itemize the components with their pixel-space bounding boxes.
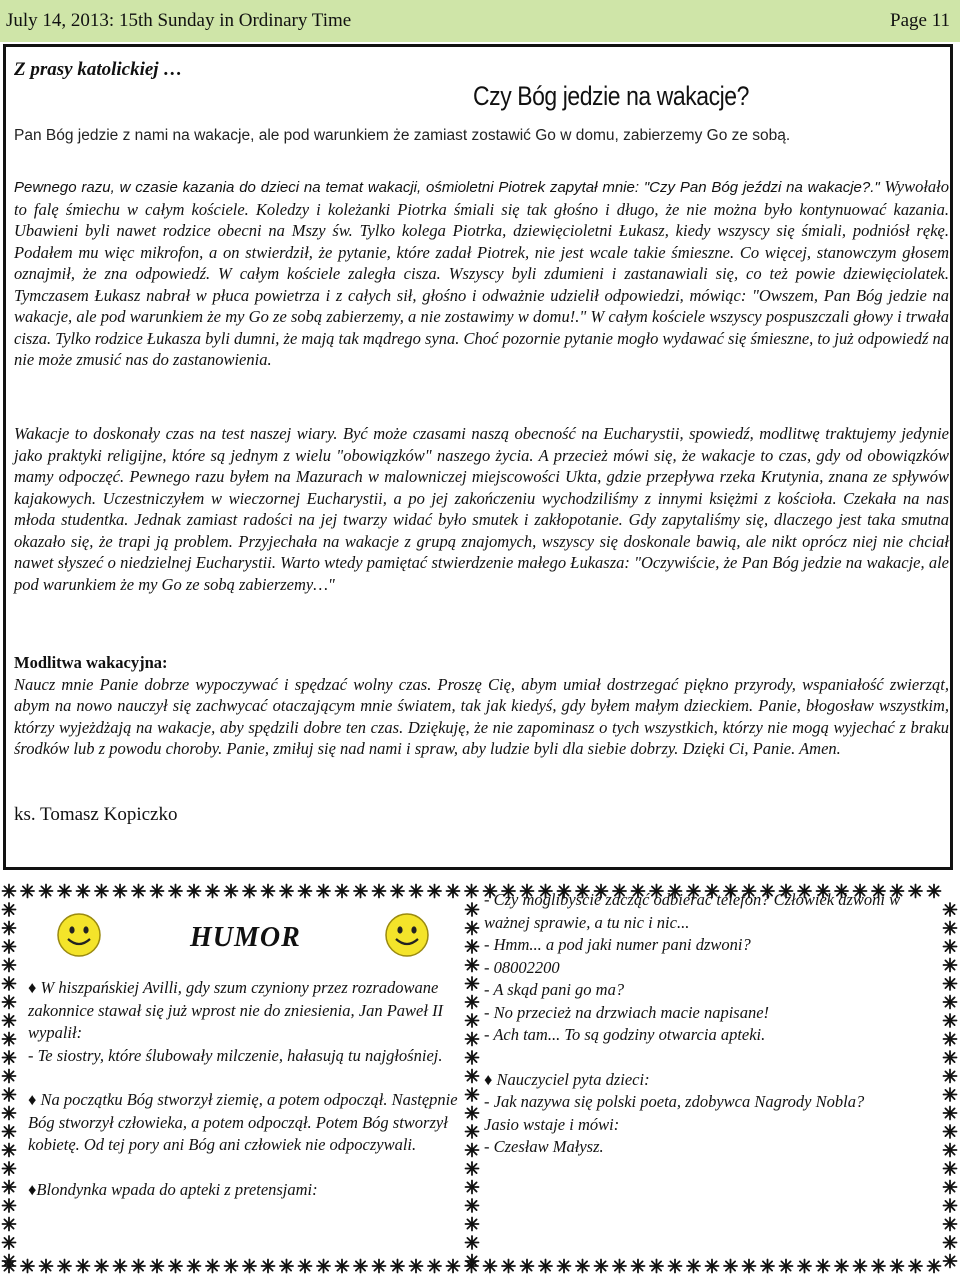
asterisk-ornament — [169, 885, 182, 898]
asterisk-ornament — [944, 1255, 957, 1268]
asterisk-ornament — [447, 885, 460, 898]
asterisk-ornament — [373, 885, 386, 898]
asterisk-ornament — [3, 1125, 16, 1138]
asterisk-ornament — [724, 1260, 737, 1273]
asterisk-ornament — [466, 1125, 479, 1138]
joke-3 — [28, 1179, 460, 1202]
asterisk-ornament — [944, 1107, 957, 1120]
dialog-line: - Jak nazywa się polski poeta, zdobywca Nagrody Nobla? — [484, 1092, 865, 1111]
page-number: Page 11 — [890, 10, 950, 31]
asterisk-ornament — [743, 1260, 756, 1273]
asterisk-ornament — [114, 1260, 127, 1273]
asterisk-ornament — [21, 1260, 34, 1273]
asterisk-ornament — [669, 1260, 682, 1273]
asterisk-ornament — [151, 1260, 164, 1273]
asterisk-ornament — [944, 1033, 957, 1046]
diamond-icon: ♦ — [28, 1090, 37, 1109]
asterisk-ornament — [132, 885, 145, 898]
asterisk-ornament — [466, 996, 479, 1009]
prayer-text: Naucz mnie Panie dobrze wypoczywać i spędzać wolny czas. Proszę Cię, abym umiał dostrzegać piękno przyrody, wspaniałość zwierząt, abym na nowo nauczył się zachwycać otaczającym mnie światem, tak jak kiedyś, gdy byłem małym dzieckiem. Panie, błogosław wszystkim, którzy wyjeżdżają na wakacje, aby spędzili dobre ten czas. Dziękuję, że nie zapominasz o tych wszystkich, którzy nie mogą wyjechać z braku środków lub z powodu choroby. Panie, zmiłuj się nad nami i spraw, aby ludzie byli dla siebie dobrzy. Dzięki Ci, Panie. Amen. — [14, 674, 949, 758]
asterisk-ornament — [58, 885, 71, 898]
asterisk-ornament — [3, 1218, 16, 1231]
asterisk-ornament — [502, 1260, 515, 1273]
asterisk-ornament — [613, 1260, 626, 1273]
asterisk-ornament — [944, 1181, 957, 1194]
asterisk-ornament — [944, 959, 957, 972]
asterisk-ornament — [466, 903, 479, 916]
asterisk-ornament — [428, 1260, 441, 1273]
asterisk-ornament — [466, 1088, 479, 1101]
asterisk-ornament — [466, 1255, 479, 1268]
article-title: Czy Bóg jedzie na wakacje? — [473, 81, 749, 111]
asterisk-ornament — [798, 1260, 811, 1273]
vacation-paragraph: Wakacje to doskonały czas na test naszej wiary. Być może czasami naszą obecność na Eucharystii, spowiedź, modlitwę traktujemy jedynie jako praktyki religijne, które są jednym z wielu "obowiązków" naszego życia. A przecież mówi się, że wakacje to czas, gdy od obowiązków mamy odpoczęć. Pewnego razu byłem na Mazurach w malowniczej miejscowości Ukta, gdzie przepływa rzeka Krutynia, znana ze spływów kajakowych. Uczestniczyłem w wieczornej Eucharystii, a po jej zakończeniu wychodziliśmy z innymi księżmi z kościoła. Czekała na nas młoda studentka. Jednak zamiast radości na jej twarzy widać było smutek i zakłopotanie. Gdy zapytaliśmy się, dlaczego jest taka smutna okazało się, że trapi ją problem. Przyjechała na wakacje z grupą znajomych, wszyscy się doskonale bawią, ale nikt oprócz niej nie chciał nawet słyszeć o niedzielnej Eucharystii. Warto wtedy pamiętać stwierdzenie małego Łukasza: "Oczywiście, że Pan Bóg jedzie na wakacje, ale pod warunkiem że my Go ze sobą zabierzemy…" — [14, 424, 949, 594]
asterisk-ornament — [909, 1260, 922, 1273]
asterisk-ornament — [3, 1051, 16, 1064]
asterisk-ornament — [466, 1199, 479, 1212]
asterisk-ornament — [188, 1260, 201, 1273]
asterisk-ornament — [3, 1014, 16, 1027]
asterisk-ornament — [373, 1260, 386, 1273]
asterisk-ornament — [169, 1260, 182, 1273]
asterisk-ornament — [3, 1236, 16, 1249]
asterisk-ornament — [928, 885, 941, 898]
asterisk-ornament — [206, 1260, 219, 1273]
asterisk-ornament — [465, 885, 478, 898]
dialog-line: - 08002200 — [484, 957, 560, 977]
asterisk-ornament — [447, 1260, 460, 1273]
asterisk-ornament — [3, 885, 16, 898]
asterisk-ornament — [632, 1260, 645, 1273]
asterisk-ornament — [3, 1070, 16, 1083]
asterisk-ornament — [3, 903, 16, 916]
joke-2-text: Na początku Bóg stworzył ziemię, a potem odpoczął. Następnie Bóg stworzył człowieka, a potem odpoczął. Potem Bóg stworzył kobietę. Od tej pory ani Bóg ani człowiek nie odpoczywali. — [28, 1090, 458, 1154]
asterisk-ornament — [835, 1260, 848, 1273]
author-signature: ks. Tomasz Kopiczko — [14, 804, 178, 825]
asterisk-ornament — [521, 1260, 534, 1273]
asterisk-ornament — [317, 885, 330, 898]
joke-2 — [28, 1089, 460, 1157]
prayer-heading: Modlitwa wakacyjna: — [14, 653, 168, 672]
smiley-icon — [56, 912, 102, 958]
asterisk-ornament — [706, 1260, 719, 1273]
story-text: Wywołało to falę śmiechu w całym kościele. Koledzy i koleżanki Piotrka śmiali się tak głośno i długo, że nie można było kontynuować kazania. Ubawieni byli nawet rodzice obecni na Mszy św. Tylko kolega Piotrka, dziewięcioletni Łukasz, kiedy wszyscy się śmiali, podniósł rękę. Podałem mu więc mikrofon, a on stwierdził, że pytanie, które zadał Piotrek, nie jest wcale takie śmieszne. Co więcej, stanowczym głosem oznajmił, że zna odpowiedź. W całym kościele zaległa cisza. Wszyscy byli zdumieni i zastanawiali się, co też powie dziewięciolatek. Tymczasem Łukasz nabrał w płuca powietrza i z całych sił, głośno i odważnie udzielił odpowiedzi, mówiąc: "Owszem, Pan Bóg jedzie na wakacje, ale pod warunkiem że my Go ze sobą zabierzemy, a nie zostawimy w domu!." W całym kościele wszyscy pospuszczali głowy i trwała cisza. Tylko rodzice Łukasza byli dumni, że mają tak mądrego syna. Choć pozornie pytanie mogło wydawać się śmieszne, to już odpowiedź na nie może zmusić nas do zastanowienia. — [14, 177, 949, 369]
asterisk-ornament — [206, 885, 219, 898]
asterisk-ornament — [944, 1199, 957, 1212]
article-box — [3, 44, 953, 870]
asterisk-ornament — [944, 1051, 957, 1064]
humor-title: HUMOR — [190, 922, 301, 953]
asterisk-ornament — [944, 1218, 957, 1231]
asterisk-ornament — [944, 1125, 957, 1138]
asterisk-ornament — [40, 885, 53, 898]
asterisk-ornament — [466, 1144, 479, 1157]
article-lead: Pan Bóg jedzie z nami na wakacje, ale pod warunkiem że zamiast zostawić Go w domu, zabierzemy Go ze sobą. — [14, 127, 791, 144]
asterisk-ornament — [466, 1218, 479, 1231]
asterisk-ornament — [299, 885, 312, 898]
asterisk-ornament — [3, 1181, 16, 1194]
asterisk-ornament — [944, 903, 957, 916]
asterisk-ornament — [466, 977, 479, 990]
diamond-icon: ♦ — [28, 978, 37, 997]
asterisk-ornament — [428, 885, 441, 898]
asterisk-ornament — [944, 1236, 957, 1249]
asterisk-ornament — [151, 885, 164, 898]
asterisk-ornament — [114, 885, 127, 898]
asterisk-ornament — [891, 1260, 904, 1273]
asterisk-ornament — [95, 885, 108, 898]
asterisk-ornament — [650, 1260, 663, 1273]
asterisk-ornament — [944, 977, 957, 990]
joke-1-punchline: - Te siostry, które ślubowały milczenie, hałasują tu najgłośniej. — [28, 1045, 443, 1065]
asterisk-ornament — [466, 1051, 479, 1064]
joke-3-text: Blondynka wpada do apteki z pretensjami: — [36, 1179, 318, 1199]
asterisk-ornament — [944, 1088, 957, 1101]
dialog-line: - Hmm... a pod jaki numer pani dzwoni? — [484, 935, 751, 954]
dialog-line: - No przecież na drzwiach macie napisane! — [484, 1002, 770, 1022]
dialog-line: - Ach tam... To są godziny otwarcia apteki. — [484, 1025, 766, 1044]
asterisk-ornament — [410, 1260, 423, 1273]
asterisk-ornament — [466, 1070, 479, 1083]
asterisk-ornament — [466, 1033, 479, 1046]
asterisk-ornament — [354, 885, 367, 898]
asterisk-ornament — [3, 1255, 16, 1268]
asterisk-ornament — [3, 1199, 16, 1212]
asterisk-ornament — [262, 885, 275, 898]
asterisk-ornament — [95, 1260, 108, 1273]
humor-right-column — [484, 889, 924, 1159]
asterisk-ornament — [21, 885, 34, 898]
diamond-icon: ♦ — [484, 1069, 493, 1089]
humor-left-column — [28, 977, 460, 1201]
asterisk-ornament — [391, 1260, 404, 1273]
header-date: July 14, 2013: 15th Sunday in Ordinary Time — [6, 10, 352, 31]
diamond-icon: ♦ — [28, 1179, 37, 1199]
asterisk-ornament — [354, 1260, 367, 1273]
asterisk-ornament — [262, 1260, 275, 1273]
asterisk-ornament — [944, 996, 957, 1009]
asterisk-ornament — [484, 1260, 497, 1273]
joke-1-text: W hiszpańskiej Avilli, gdy szum czyniony przez rozradowane zakonnice stawał się już wprost nie do zniesienia, Jan Paweł II wypalił: — [28, 978, 444, 1042]
asterisk-ornament — [243, 885, 256, 898]
asterisk-ornament — [3, 996, 16, 1009]
asterisk-ornament — [3, 1107, 16, 1120]
asterisk-ornament — [3, 1162, 16, 1175]
asterisk-ornament — [3, 959, 16, 972]
asterisk-ornament — [58, 1260, 71, 1273]
page-header — [0, 0, 960, 42]
asterisk-ornament — [225, 885, 238, 898]
asterisk-ornament — [466, 959, 479, 972]
asterisk-ornament — [466, 1181, 479, 1194]
humor-section — [0, 882, 960, 1276]
asterisk-ornament — [928, 1260, 941, 1273]
asterisk-ornament — [3, 977, 16, 990]
article-kicker: Z prasy katolickiej … — [14, 59, 183, 80]
asterisk-ornament — [336, 1260, 349, 1273]
asterisk-ornament — [3, 1088, 16, 1101]
asterisk-ornament — [576, 1260, 589, 1273]
asterisk-ornament — [3, 1144, 16, 1157]
asterisk-ornament — [944, 1070, 957, 1083]
asterisk-ornament — [3, 940, 16, 953]
asterisk-ornament — [595, 1260, 608, 1273]
asterisk-ornament — [188, 885, 201, 898]
asterisk-ornament — [77, 1260, 90, 1273]
asterisk-ornament — [3, 922, 16, 935]
dialog-line: - Czesław Małysz. — [484, 1137, 604, 1156]
asterisk-ornament — [944, 1014, 957, 1027]
dialog-line: - A skąd pani go ma? — [484, 980, 625, 999]
asterisk-ornament — [225, 1260, 238, 1273]
asterisk-ornament — [243, 1260, 256, 1273]
asterisk-ornament — [854, 1260, 867, 1273]
asterisk-ornament — [40, 1260, 53, 1273]
asterisk-ornament — [761, 1260, 774, 1273]
asterisk-ornament — [539, 1260, 552, 1273]
asterisk-ornament — [410, 885, 423, 898]
story-question: Pewnego razu, w czasie kazania do dzieci na temat wakacji, ośmioletni Piotrek zapytał mnie: "Czy Pan Bóg jeździ na wakacje?." — [14, 179, 880, 196]
joke-4 — [484, 1069, 924, 1092]
asterisk-ornament — [944, 940, 957, 953]
asterisk-ornament — [872, 1260, 885, 1273]
asterisk-ornament — [558, 1260, 571, 1273]
asterisk-ornament — [466, 1236, 479, 1249]
asterisk-ornament — [944, 1144, 957, 1157]
smiley-icon — [384, 912, 430, 958]
dialog-line: - Czy moglibyście zacząć odbierać telefon? Człowiek dzwoni w ważnej sprawie, a tu nic i nic... — [484, 890, 901, 932]
asterisk-ornament — [466, 1107, 479, 1120]
asterisk-ornament — [944, 1162, 957, 1175]
story-paragraph — [14, 176, 949, 371]
asterisk-ornament — [466, 1162, 479, 1175]
asterisk-ornament — [780, 1260, 793, 1273]
asterisk-ornament — [466, 940, 479, 953]
asterisk-ornament — [132, 1260, 145, 1273]
asterisk-ornament — [817, 1260, 830, 1273]
asterisk-ornament — [687, 1260, 700, 1273]
asterisk-ornament — [944, 922, 957, 935]
asterisk-ornament — [299, 1260, 312, 1273]
asterisk-ornament — [466, 922, 479, 935]
asterisk-ornament — [466, 1014, 479, 1027]
prayer-paragraph — [14, 652, 949, 760]
joke-4-intro: Nauczyciel pyta dzieci: — [496, 1069, 650, 1089]
asterisk-ornament — [77, 885, 90, 898]
asterisk-ornament — [391, 885, 404, 898]
asterisk-ornament — [3, 1033, 16, 1046]
asterisk-ornament — [317, 1260, 330, 1273]
asterisk-ornament — [280, 885, 293, 898]
asterisk-ornament — [336, 885, 349, 898]
dialog-line: Jasio wstaje i mówi: — [484, 1114, 620, 1134]
joke-1 — [28, 977, 460, 1045]
asterisk-ornament — [280, 1260, 293, 1273]
